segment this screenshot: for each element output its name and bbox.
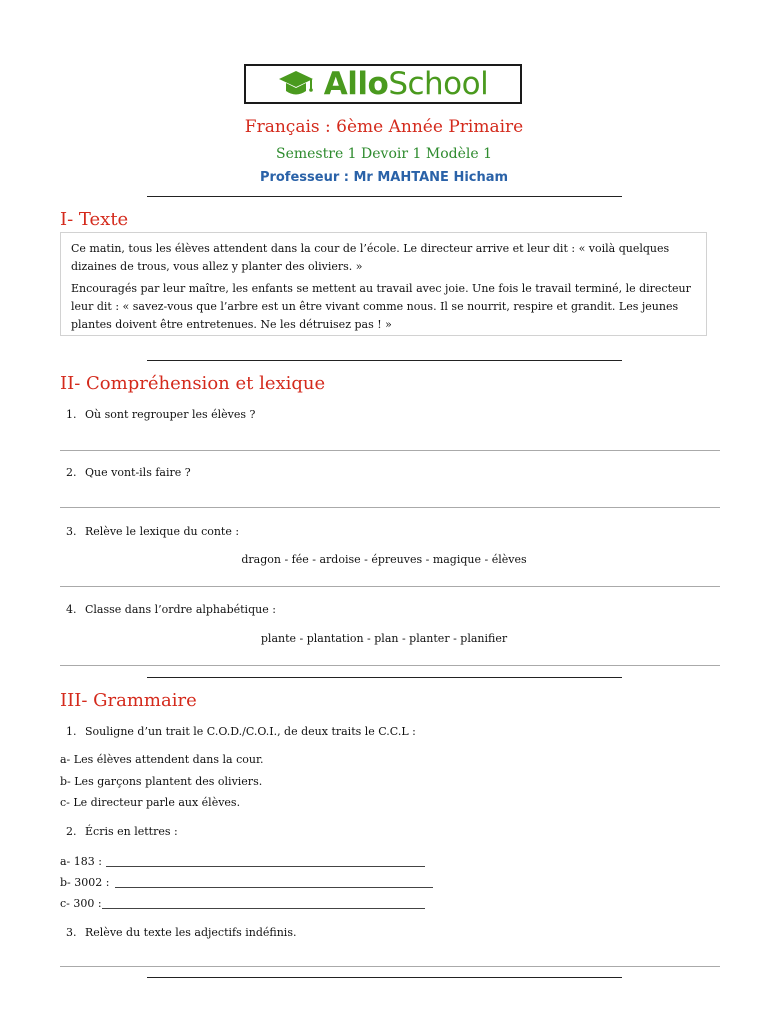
sentence-a: a- Les élèves attendent dans la cour. [60,753,264,766]
question-number: 1. [66,725,77,738]
question-text: Classe dans l’ordre alphabétique : [85,603,276,616]
divider [147,196,622,197]
question-1 [66,408,255,421]
question-2 [66,466,191,479]
graduation-cap-icon [278,69,314,99]
alloschool-logo [244,64,522,104]
question-4 [66,603,276,616]
number-c-label: c- 300 : [60,897,102,910]
answer-line [60,586,720,587]
section-heading-grammaire: III- Grammaire [60,690,197,711]
divider [147,677,622,678]
word-list: dragon - fée - ardoise - épreuves - magique - élèves [241,553,527,566]
question-number: 3. [66,926,77,939]
text-line: dizaines de trous, vous allez y planter des oliviers. » [71,260,363,273]
text-paragraph-1 [71,240,696,276]
question-text: Où sont regrouper les élèves ? [85,408,256,421]
text-paragraph-2 [71,280,696,334]
word-list: plante - plantation - plan - planter - planifier [260,632,508,645]
text-line: plantes doivent être entretenues. Ne les détruisez pas ! » [71,318,392,331]
page-subtitle: Semestre 1 Devoir 1 Modèle 1 [276,146,492,162]
question-number: 2. [66,466,77,479]
question-text: Que vont-ils faire ? [85,466,191,479]
question-text: Relève le lexique du conte : [85,525,240,538]
divider [147,360,622,361]
answer-line [60,450,720,451]
answer-line [60,507,720,508]
question-number: 2. [66,825,77,838]
question-1 [66,725,416,738]
professor-line: Professeur : Mr MAHTANE Hicham [259,170,509,185]
question-text: Écris en lettres : [85,825,178,838]
logo-wordmark: AlloSchool [323,65,489,102]
reading-text-box [60,232,707,336]
answer-line [60,966,720,967]
fill-in-blank-b[interactable] [115,887,433,888]
question-text: Relève du texte les adjectifs indéfinis. [85,926,297,939]
divider [147,977,622,978]
question-2 [66,825,178,838]
number-a-label: a- 183 : [60,855,102,868]
question-number: 1. [66,408,77,421]
fill-in-blank-c[interactable] [102,908,425,909]
section-heading-comprehension: II- Compréhension et lexique [60,373,326,394]
section-heading-texte: I- Texte [60,209,129,230]
question-number: 3. [66,525,77,538]
sentence-b: b- Les garçons plantent des oliviers. [60,775,263,788]
question-text: Souligne d’un trait le C.O.D./C.O.I., de deux traits le C.C.L : [85,725,416,738]
text-line: Encouragés par leur maître, les enfants se mettent au travail avec joie. Une fois le travail terminé, le directeur [71,282,691,295]
question-3 [66,926,296,939]
fill-in-blank-a[interactable] [106,866,425,867]
text-line: leur dit : « savez-vous que l’arbre est un être vivant comme nous. Il se nourrit, respire et grandit. Les jeunes [71,300,679,313]
question-number: 4. [66,603,77,616]
sentence-c: c- Le directeur parle aux élèves. [60,796,241,809]
text-line: Ce matin, tous les élèves attendent dans la cour de l’école. Le directeur arrive et leur dit : « voilà quelques [71,242,670,255]
number-b-label: b- 3002 : [60,876,110,889]
question-3 [66,525,239,538]
page-title: Français : 6ème Année Primaire [244,117,524,137]
answer-line [60,665,720,666]
